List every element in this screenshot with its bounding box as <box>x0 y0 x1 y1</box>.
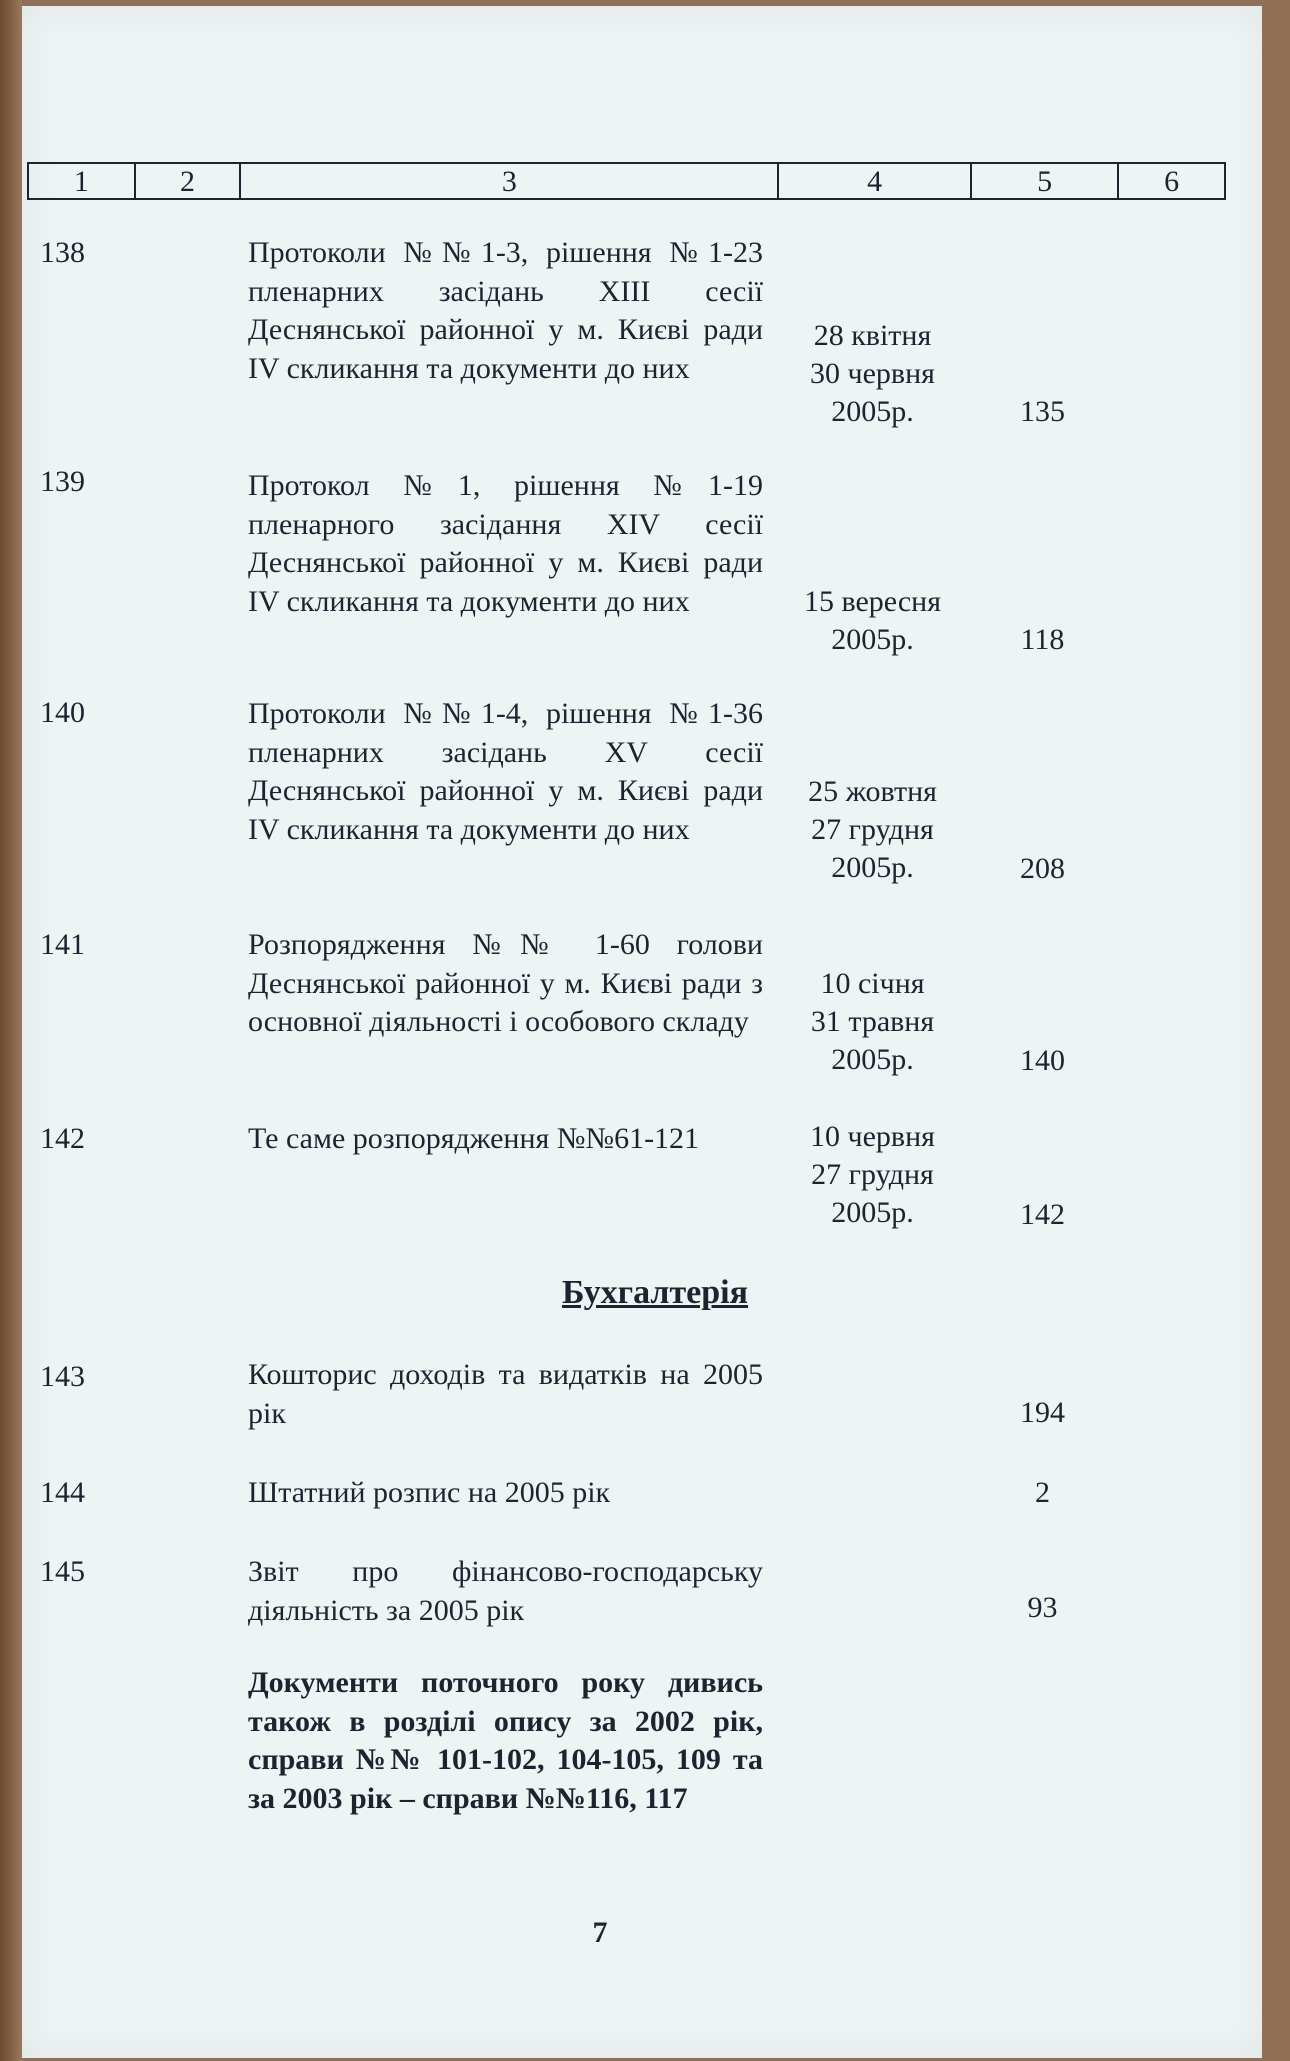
entry-pages: 118 <box>1020 623 1065 656</box>
date-line: 2005р. <box>831 851 914 884</box>
entry-dates <box>780 1118 965 1232</box>
date-line: 10 січня <box>820 967 925 1000</box>
column-header-2: 2 <box>136 164 242 198</box>
date-line: 10 червня <box>810 1120 935 1153</box>
entry-pages: 93 <box>1027 1591 1058 1624</box>
entry-pages: 2 <box>1035 1476 1050 1509</box>
entry-description: Протоколи №№1-4, рішення №1-36 пленарних засідань XV сесії Деснянської районної у м. Києві ради IV скликання та документи до них <box>248 697 763 846</box>
date-line: 15 вересня <box>803 585 942 618</box>
binder-edge <box>0 0 22 2061</box>
date-line: 27 грудня <box>811 1158 934 1191</box>
entry-pages: 194 <box>1020 1396 1065 1429</box>
date-line: 30 червня <box>810 357 935 390</box>
entry-number: 141 <box>40 928 85 961</box>
entry-number: 139 <box>40 465 85 498</box>
entry-dates <box>780 965 965 1079</box>
entry-dates <box>780 317 965 431</box>
date-line: 27 грудня <box>811 813 934 846</box>
date-line: 31 травня <box>810 1005 935 1038</box>
column-header-5: 5 <box>972 164 1120 198</box>
entry-number: 138 <box>40 236 85 269</box>
date-line: 25 жовтня <box>808 775 937 808</box>
entry-number: 142 <box>40 1122 85 1155</box>
entry-description: Протоколи №№1-3, рішення №1-23 пленарних засідань XIII сесії Деснянської районної у м. Києві ради IV скликання та документи до них <box>248 236 763 385</box>
column-header-6: 6 <box>1164 165 1180 198</box>
entry-dates <box>780 583 965 659</box>
entry-number: 144 <box>40 1476 85 1509</box>
date-line: 28 квітня <box>813 319 932 352</box>
entry-number: 140 <box>40 696 85 729</box>
entry-description: Те саме розпорядження №№61-121 <box>248 1122 700 1155</box>
section-title: Бухгалтерія <box>562 1274 748 1311</box>
column-header-row <box>27 162 1226 200</box>
date-line: 2005р. <box>831 1196 914 1229</box>
entry-pages: 142 <box>1020 1198 1065 1231</box>
entry-description: Звіт про фінансово-господарську діяльність за 2005 рік <box>248 1555 763 1627</box>
column-header-4: 4 <box>779 164 971 198</box>
entry-description: Штатний розпис на 2005 рік <box>248 1476 611 1509</box>
entry-description: Розпорядження №№ 1-60 голови Деснянської районної у м. Києві ради з основної діяльності і особового складу <box>248 928 763 1038</box>
entry-number: 145 <box>40 1555 85 1588</box>
entry-dates <box>780 773 965 887</box>
entry-description: Кошторис доходів та видатків на 2005 рік <box>248 1358 763 1430</box>
cross-reference-note: Документи поточного року дивись також в розділі опису за 2002 рік, справи №№ 101-102, 104-105, 109 та за 2003 рік – справи №№116, 117 <box>248 1666 763 1815</box>
column-header-3: 3 <box>241 164 779 198</box>
column-header-1: 1 <box>29 164 136 198</box>
entry-pages: 208 <box>1020 852 1065 885</box>
entry-pages: 140 <box>1020 1044 1065 1077</box>
entry-number: 143 <box>40 1360 85 1393</box>
date-line: 2005р. <box>831 623 914 656</box>
date-line: 2005р. <box>831 395 914 428</box>
page-number: 7 <box>592 1916 608 1949</box>
date-line: 2005р. <box>831 1043 914 1076</box>
entry-description: Протокол №1, рішення №1-19 пленарного засідання XIV сесії Деснянської районної у м. Києві ради IV скликання та документи до них <box>248 469 763 618</box>
entry-pages: 135 <box>1020 395 1065 428</box>
